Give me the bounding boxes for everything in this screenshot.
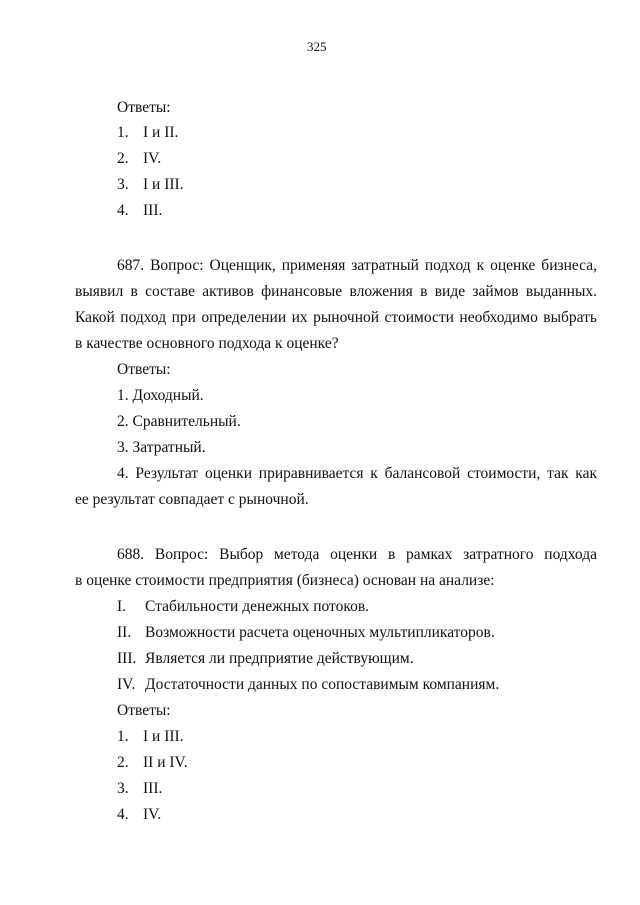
answer-item: 2. IV.	[117, 150, 162, 167]
q687-line-1: 687. Вопрос: Оценщик, применяя затратный подход к оценке бизнеса,	[117, 257, 597, 274]
answer-item: 4. III.	[117, 202, 163, 219]
answers-label-687: Ответы:	[117, 361, 171, 378]
answer-item: 2. II и IV.	[117, 754, 188, 771]
answer-item: 1. I и II.	[117, 124, 179, 141]
q687-line-2: выявил в составе активов финансовые вложения в виде займов выданных.	[75, 283, 597, 300]
option-item: II. Возможности расчета оценочных мультипликаторов.	[117, 624, 495, 641]
answer-item: 4. Результат оценки приравнивается к балансовой стоимости, так как	[117, 465, 597, 482]
option-item: IV. Достаточности данных по сопоставимым компаниям.	[117, 676, 500, 693]
option-item: I. Стабильности денежных потоков.	[117, 598, 370, 615]
answer-item: 2. Сравнительный.	[117, 413, 241, 430]
option-item: III. Является ли предприятие действующим.	[117, 650, 414, 667]
q687-line-4: в качестве основного подхода к оценке?	[75, 335, 339, 352]
answer-item: 3. Затратный.	[117, 439, 206, 456]
answer-item: 1. I и III.	[117, 728, 184, 745]
answers-label-688: Ответы:	[117, 702, 171, 719]
answers-label-top: Ответы:	[117, 99, 171, 116]
answer-item: 3. I и III.	[117, 176, 184, 193]
answer-item: 1. Доходный.	[117, 387, 204, 404]
q688-line-2: в оценке стоимости предприятия (бизнеса) основан на анализе:	[75, 572, 495, 589]
answer-item-continuation: ее результат совпадает с рыночной.	[75, 491, 309, 508]
answer-item: 3. III.	[117, 780, 163, 797]
page-number: 325	[307, 39, 327, 54]
answer-item: 4. IV.	[117, 806, 162, 823]
q687-line-3: Какой подход при определении их рыночной стоимости необходимо выбрать	[75, 309, 597, 326]
q688-line-1: 688. Вопрос: Выбор метода оценки в рамках затратного подхода	[117, 546, 597, 563]
